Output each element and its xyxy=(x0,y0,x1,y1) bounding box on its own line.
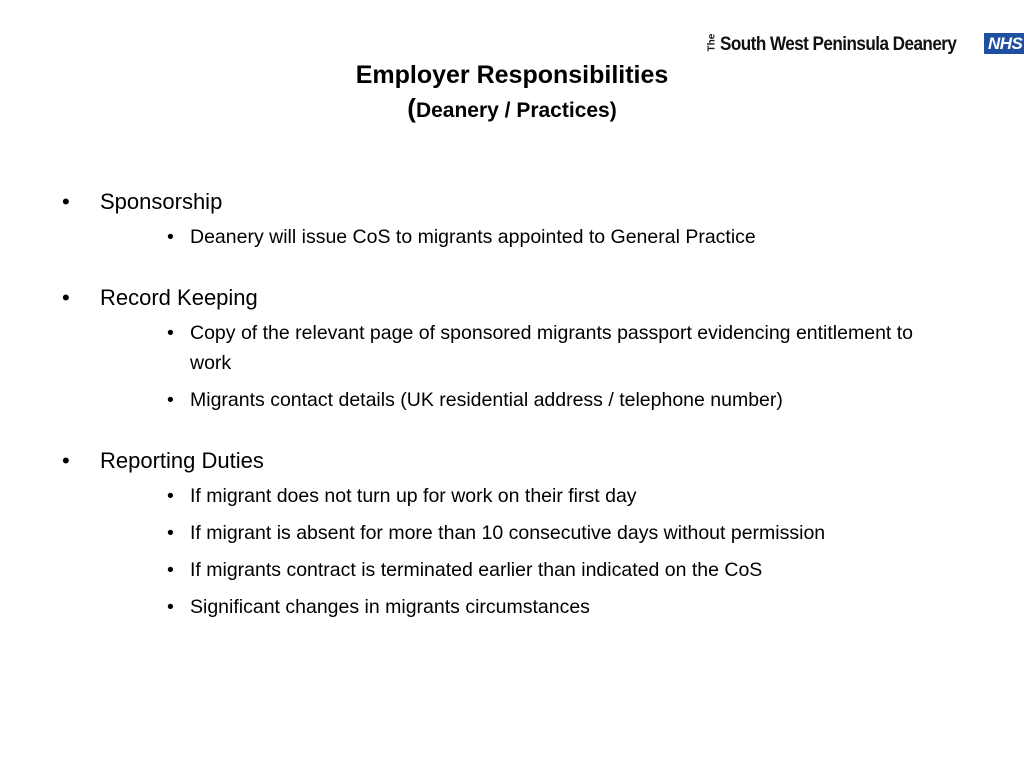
bullet-marker: • xyxy=(167,322,174,344)
list-item xyxy=(0,555,930,585)
list-item xyxy=(0,518,930,548)
bullet-marker: • xyxy=(167,389,174,411)
section-heading xyxy=(0,186,1024,218)
section-heading xyxy=(0,445,1024,477)
section-reporting-duties xyxy=(0,445,1024,622)
sub-list xyxy=(0,318,1024,415)
slide-subtitle xyxy=(0,92,1024,127)
logo-the-text: The xyxy=(706,33,718,51)
bullet-marker: • xyxy=(62,285,70,310)
bullet-marker: • xyxy=(167,522,174,544)
bullet-marker: • xyxy=(62,448,70,473)
section-sponsorship xyxy=(0,186,1024,252)
section-heading-text: Sponsorship xyxy=(100,189,223,214)
subtitle-open-paren: ( xyxy=(407,93,416,123)
title-block xyxy=(0,58,1024,127)
subtitle-text: Deanery / Practices) xyxy=(415,99,617,122)
list-item xyxy=(0,222,930,252)
section-heading-text: Record Keeping xyxy=(100,285,258,310)
bullet-marker: • xyxy=(167,226,174,248)
list-item-text: If migrant does not turn up for work on their first day xyxy=(190,485,637,507)
bullet-marker: • xyxy=(167,485,174,507)
list-item xyxy=(0,481,930,511)
deanery-logo xyxy=(706,30,1023,60)
sub-list xyxy=(0,481,1024,622)
list-item-text: Deanery will issue CoS to migrants appointed to General Practice xyxy=(190,226,756,248)
slide-title: Employer Responsibilities xyxy=(355,61,669,89)
bullet-marker: • xyxy=(167,559,174,581)
list-item-text: Migrants contact details (UK residential address / telephone number) xyxy=(190,389,783,411)
bullet-content xyxy=(0,186,1024,652)
list-item-text: If migrants contract is terminated earlier than indicated on the CoS xyxy=(190,559,763,581)
section-record-keeping xyxy=(0,282,1024,415)
list-item xyxy=(0,318,930,378)
logo-name-text: South West Peninsula Deanery xyxy=(720,34,957,55)
list-item-text: If migrant is absent for more than 10 consecutive days without permission xyxy=(190,522,826,544)
section-heading xyxy=(0,282,1024,314)
list-item xyxy=(0,592,930,622)
bullet-marker: • xyxy=(167,596,174,618)
list-item xyxy=(0,385,930,415)
section-heading-text: Reporting Duties xyxy=(100,448,264,473)
bullet-marker: • xyxy=(62,189,70,214)
list-item-text: Significant changes in migrants circumstances xyxy=(190,596,590,618)
list-item-text: Copy of the relevant page of sponsored migrants passport evidencing entitlement to work xyxy=(190,322,914,374)
sub-list xyxy=(0,222,1024,252)
nhs-logo-badge: NHS xyxy=(984,33,1024,54)
